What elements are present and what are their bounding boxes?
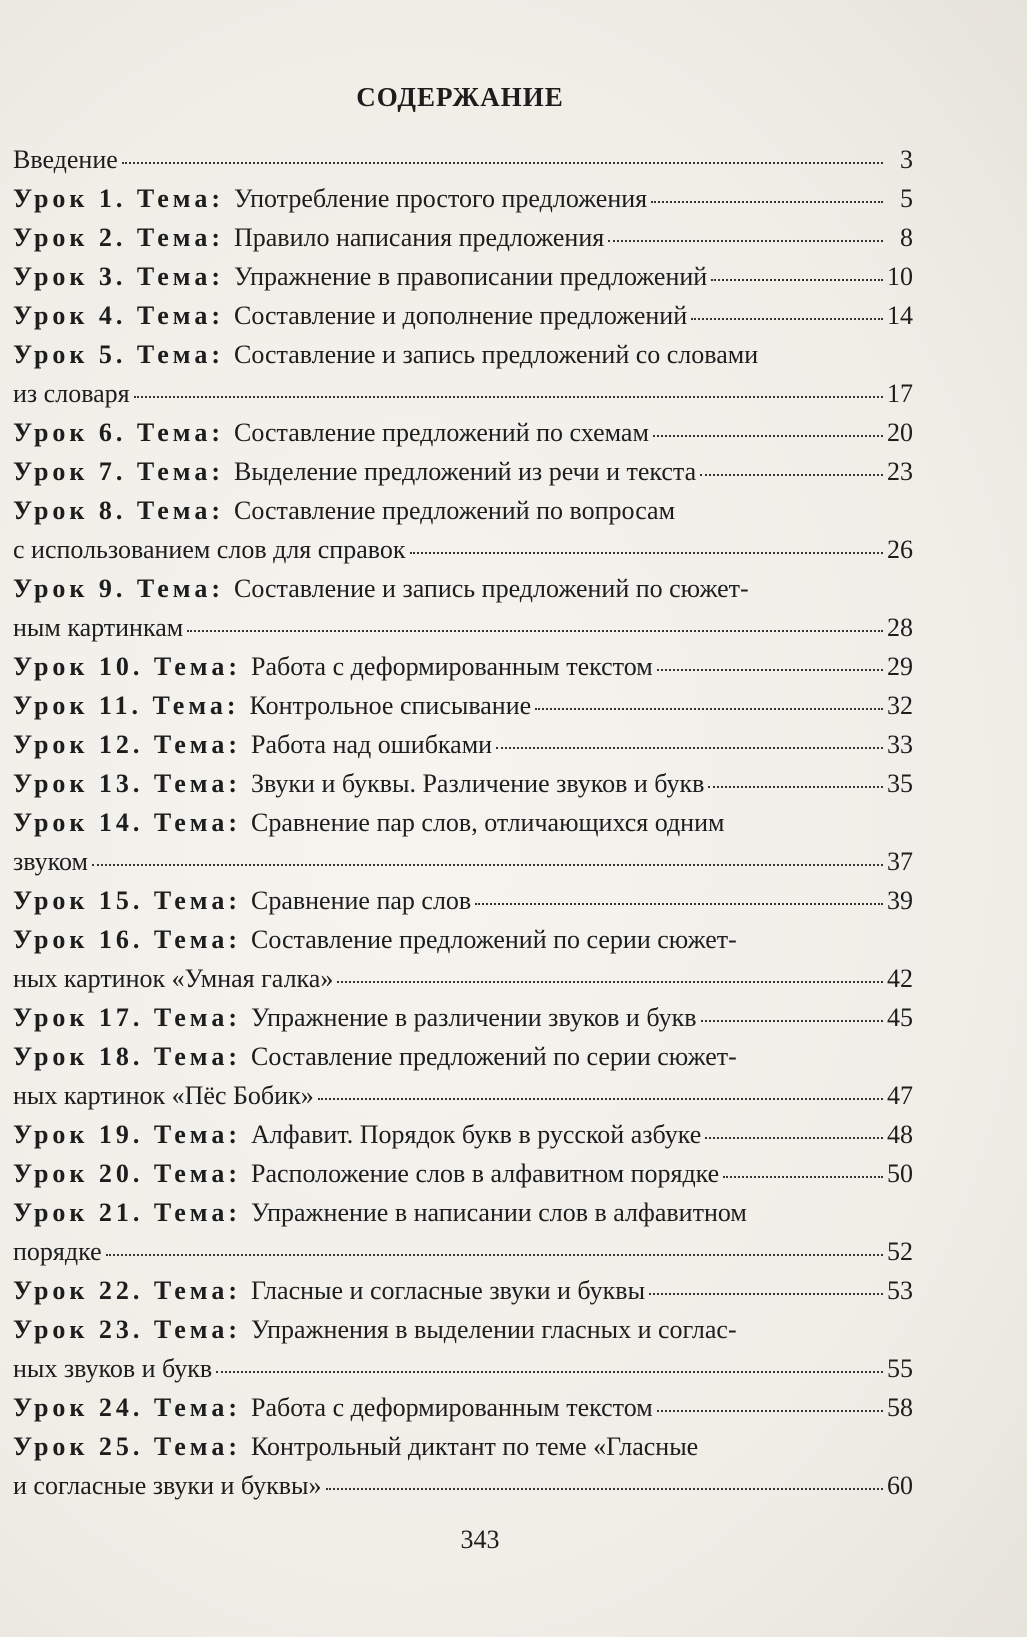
lesson-label: Урок 12. Тема:	[13, 730, 241, 759]
entry-page-number: 14	[887, 301, 913, 330]
lesson-label: Урок 13. Тема:	[13, 769, 241, 798]
toc-entry	[13, 457, 913, 496]
entry-page-number: 60	[887, 1471, 913, 1500]
toc-entry	[13, 340, 913, 379]
lesson-label: Урок 1. Тема:	[13, 184, 224, 213]
entry-page-number: 52	[887, 1237, 913, 1266]
entry-title: Выделение предложений из речи и текста	[233, 457, 697, 486]
toc-entry	[13, 223, 913, 262]
dot-leader	[134, 394, 883, 398]
entry-title: порядке	[13, 1237, 102, 1266]
entry-page-number: 42	[887, 964, 913, 993]
dot-leader	[657, 1408, 883, 1412]
entry-title: Составление предложений по вопросам	[233, 496, 676, 525]
entry-page-number: 48	[887, 1120, 913, 1149]
entry-title: Сравнение пар слов	[250, 886, 472, 915]
toc-entry	[13, 1354, 913, 1393]
toc-entry	[13, 574, 913, 613]
toc-entry	[13, 301, 913, 340]
dot-leader	[122, 160, 883, 164]
lesson-label: Урок 22. Тема:	[13, 1276, 241, 1305]
toc-entry	[13, 769, 913, 808]
lesson-label: Урок 7. Тема:	[13, 457, 224, 486]
page-number: 343	[460, 1525, 500, 1554]
entry-page-number: 26	[887, 535, 913, 564]
dot-leader	[657, 667, 883, 671]
toc-entry	[13, 925, 913, 964]
toc-entry	[13, 379, 913, 418]
lesson-label: Урок 10. Тема:	[13, 652, 241, 681]
toc-entry	[13, 652, 913, 691]
dot-leader	[92, 862, 883, 866]
entry-page-number: 55	[887, 1354, 913, 1383]
lesson-label: Урок 20. Тема:	[13, 1159, 241, 1188]
lesson-label: Урок 8. Тема:	[13, 496, 224, 525]
entry-page-number: 53	[887, 1276, 913, 1305]
dot-leader	[705, 1135, 883, 1139]
toc-entry	[13, 1159, 913, 1198]
toc-entry	[13, 964, 913, 1003]
toc-entry	[13, 145, 913, 184]
dot-leader	[535, 706, 883, 710]
dot-leader	[651, 199, 883, 203]
toc-entry	[13, 613, 913, 652]
lesson-label: Урок 18. Тема:	[13, 1042, 241, 1071]
toc-entry	[13, 1237, 913, 1276]
dot-leader	[326, 1486, 883, 1490]
entry-title: Упражнение в правописании предложений	[233, 262, 708, 291]
entry-title: ных картинок «Умная галка»	[13, 964, 334, 993]
toc-entry	[13, 1393, 913, 1432]
entry-page-number: 5	[900, 184, 913, 213]
entry-title: Составление предложений по схемам	[233, 418, 649, 447]
toc-entry	[13, 1198, 913, 1237]
lesson-label: Урок 6. Тема:	[13, 418, 224, 447]
dot-leader	[216, 1369, 883, 1373]
dot-leader	[701, 1018, 884, 1022]
entry-title: Составление предложений по серии сюжет-	[250, 1042, 737, 1071]
entry-title: Введение	[13, 145, 118, 174]
entry-page-number: 58	[887, 1393, 913, 1422]
entry-page-number: 28	[887, 613, 913, 642]
toc-entry	[13, 1432, 913, 1471]
toc-entry	[13, 418, 913, 457]
lesson-label: Урок 23. Тема:	[13, 1315, 241, 1344]
dot-leader	[187, 628, 883, 632]
entry-title: Сравнение пар слов, отличающихся одним	[250, 808, 725, 837]
page-title: СОДЕРЖАНИЕ	[356, 82, 564, 112]
lesson-label: Урок 2. Тема:	[13, 223, 224, 252]
toc-entry	[13, 886, 913, 925]
entry-page-number: 20	[887, 418, 913, 447]
entry-page-number: 10	[887, 262, 913, 291]
entry-title: Контрольное списывание	[249, 691, 532, 720]
lesson-label: Урок 19. Тема:	[13, 1120, 241, 1149]
lesson-label: Урок 11. Тема:	[13, 691, 240, 720]
toc-entry	[13, 1471, 913, 1510]
entry-page-number: 8	[900, 223, 913, 252]
lesson-label: Урок 3. Тема:	[13, 262, 224, 291]
lesson-label: Урок 4. Тема:	[13, 301, 224, 330]
toc-entry	[13, 262, 913, 301]
dot-leader	[475, 901, 883, 905]
toc-entry	[13, 1276, 913, 1315]
entry-title: Составление и запись предложений со словами	[233, 340, 759, 369]
lesson-label: Урок 21. Тема:	[13, 1198, 241, 1227]
toc-entry	[13, 730, 913, 769]
dot-leader	[496, 745, 883, 749]
entry-title: Контрольный диктант по теме «Гласные	[250, 1432, 699, 1461]
dot-leader	[106, 1252, 883, 1256]
dot-leader	[337, 979, 883, 983]
entry-title: Работа с деформированным текстом	[250, 1393, 653, 1422]
entry-page-number: 45	[887, 1003, 913, 1032]
toc-entry	[13, 184, 913, 223]
lesson-label: Урок 17. Тема:	[13, 1003, 241, 1032]
entry-title: Расположение слов в алфавитном порядке	[250, 1159, 720, 1188]
dot-leader	[708, 784, 883, 788]
dot-leader	[410, 550, 884, 554]
entry-title: ным картинкам	[13, 613, 184, 642]
entry-title: Упражнение в различении звуков и букв	[250, 1003, 697, 1032]
lesson-label: Урок 14. Тема:	[13, 808, 241, 837]
toc-entry	[13, 847, 913, 886]
entry-title: Правило написания предложения	[233, 223, 605, 252]
toc-entry	[13, 1042, 913, 1081]
entry-page-number: 3	[900, 145, 913, 174]
entry-title: Звуки и буквы. Различение звуков и букв	[250, 769, 705, 798]
lesson-label: Урок 15. Тема:	[13, 886, 241, 915]
entry-title: звуком	[13, 847, 88, 876]
lesson-label: Урок 16. Тема:	[13, 925, 241, 954]
lesson-label: Урок 9. Тема:	[13, 574, 224, 603]
entry-title: Гласные и согласные звуки и буквы	[250, 1276, 646, 1305]
dot-leader	[711, 277, 883, 281]
entry-page-number: 35	[887, 769, 913, 798]
entry-title: Составление и дополнение предложений	[233, 301, 688, 330]
toc-entry	[13, 1003, 913, 1042]
lesson-label: Урок 24. Тема:	[13, 1393, 241, 1422]
entry-title: ных звуков и букв	[13, 1354, 213, 1383]
dot-leader	[691, 316, 883, 320]
dot-leader	[318, 1096, 883, 1100]
table-of-contents	[13, 145, 913, 1510]
entry-page-number: 37	[887, 847, 913, 876]
entry-title: Упражнение в написании слов в алфавитном	[250, 1198, 747, 1227]
entry-title: Работа с деформированным текстом	[250, 652, 653, 681]
entry-title: Алфавит. Порядок букв в русской азбуке	[250, 1120, 702, 1149]
dot-leader	[653, 433, 883, 437]
toc-entry	[13, 1081, 913, 1120]
entry-page-number: 23	[887, 457, 913, 486]
entry-page-number: 17	[887, 379, 913, 408]
entry-title: Работа над ошибками	[250, 730, 493, 759]
toc-entry	[13, 808, 913, 847]
entry-title: Составление и запись предложений по сюжет-	[233, 574, 749, 603]
entry-page-number: 29	[887, 652, 913, 681]
dot-leader	[649, 1291, 883, 1295]
entry-title: ных картинок «Пёс Бобик»	[13, 1081, 314, 1110]
toc-entry	[13, 535, 913, 574]
toc-entry	[13, 496, 913, 535]
entry-page-number: 47	[887, 1081, 913, 1110]
entry-title: из словаря	[13, 379, 130, 408]
lesson-label: Урок 25. Тема:	[13, 1432, 241, 1461]
entry-page-number: 32	[887, 691, 913, 720]
lesson-label: Урок 5. Тема:	[13, 340, 224, 369]
entry-title: и согласные звуки и буквы»	[13, 1471, 322, 1500]
entry-title: Употребление простого предложения	[233, 184, 648, 213]
entry-title: Упражнения в выделении гласных и соглас-	[250, 1315, 737, 1344]
toc-entry	[13, 1315, 913, 1354]
entry-page-number: 33	[887, 730, 913, 759]
dot-leader	[700, 472, 883, 476]
entry-page-number: 39	[887, 886, 913, 915]
toc-entry	[13, 1120, 913, 1159]
toc-entry	[13, 691, 913, 730]
entry-page-number: 50	[887, 1159, 913, 1188]
dot-leader	[608, 238, 883, 242]
entry-title: Составление предложений по серии сюжет-	[250, 925, 737, 954]
dot-leader	[723, 1174, 883, 1178]
entry-title: с использованием слов для справок	[13, 535, 406, 564]
